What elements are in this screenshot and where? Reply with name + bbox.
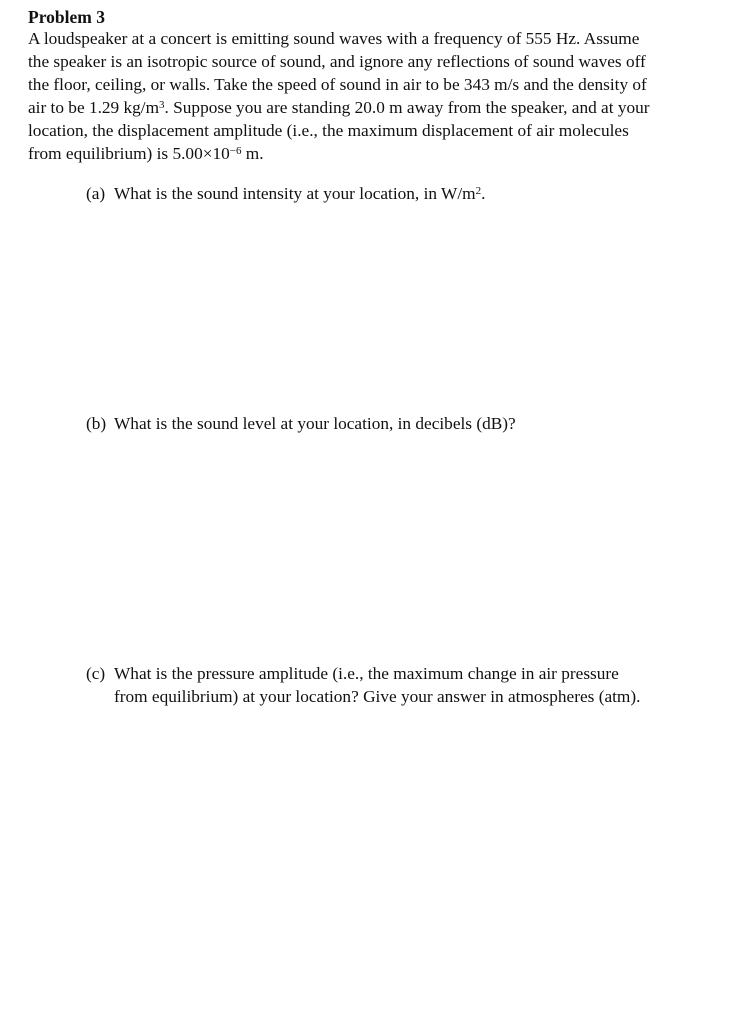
density-unit-exponent: 3 xyxy=(159,99,165,112)
question-b-text: What is the sound level at your location, in decibels (dB)? xyxy=(114,414,516,433)
problem-statement xyxy=(28,27,678,166)
problem-line-5: location, the displacement amplitude (i.e., the maximum displacement of air molecules xyxy=(28,121,629,141)
amplitude-exponent: −6 xyxy=(229,145,242,158)
problem-line-6 xyxy=(28,142,678,165)
question-a-unit-exponent: 2 xyxy=(475,185,482,197)
question-a-text-end: . xyxy=(481,184,486,203)
question-c-label: (c) xyxy=(86,664,106,683)
problem-line-6-post: m. xyxy=(241,144,264,164)
problem-title: Problem 3 xyxy=(28,7,105,27)
problem-line-4-post: . Suppose you are standing 20.0 m away from the speaker, and at your xyxy=(164,98,650,118)
problem-line-3: the floor, ceiling, or walls. Take the speed of sound in air to be 343 m/s and the density of xyxy=(28,75,647,95)
question-b xyxy=(86,412,706,435)
question-c xyxy=(86,662,706,708)
problem-line-1: A loudspeaker at a concert is emitting sound waves with a frequency of 555 Hz. Assume xyxy=(28,29,640,48)
question-a-label: (a) xyxy=(86,184,106,203)
question-b-label: (b) xyxy=(86,414,107,433)
problem-line-4-pre: air to be 1.29 kg/m xyxy=(28,98,160,118)
problem-line-6-pre: from equilibrium) is 5.00×10 xyxy=(28,144,230,164)
question-a xyxy=(86,182,706,205)
problem-line-4 xyxy=(28,96,678,119)
question-a-text: What is the sound intensity at your location, in W/m xyxy=(114,184,476,203)
problem-line-2: the speaker is an isotropic source of sound, and ignore any reflections of sound waves off xyxy=(28,52,646,72)
question-c-text-line-1: What is the pressure amplitude (i.e., the maximum change in air pressure xyxy=(114,664,619,683)
question-c-text-line-2: from equilibrium) at your location? Give your answer in atmospheres (atm). xyxy=(114,687,641,706)
